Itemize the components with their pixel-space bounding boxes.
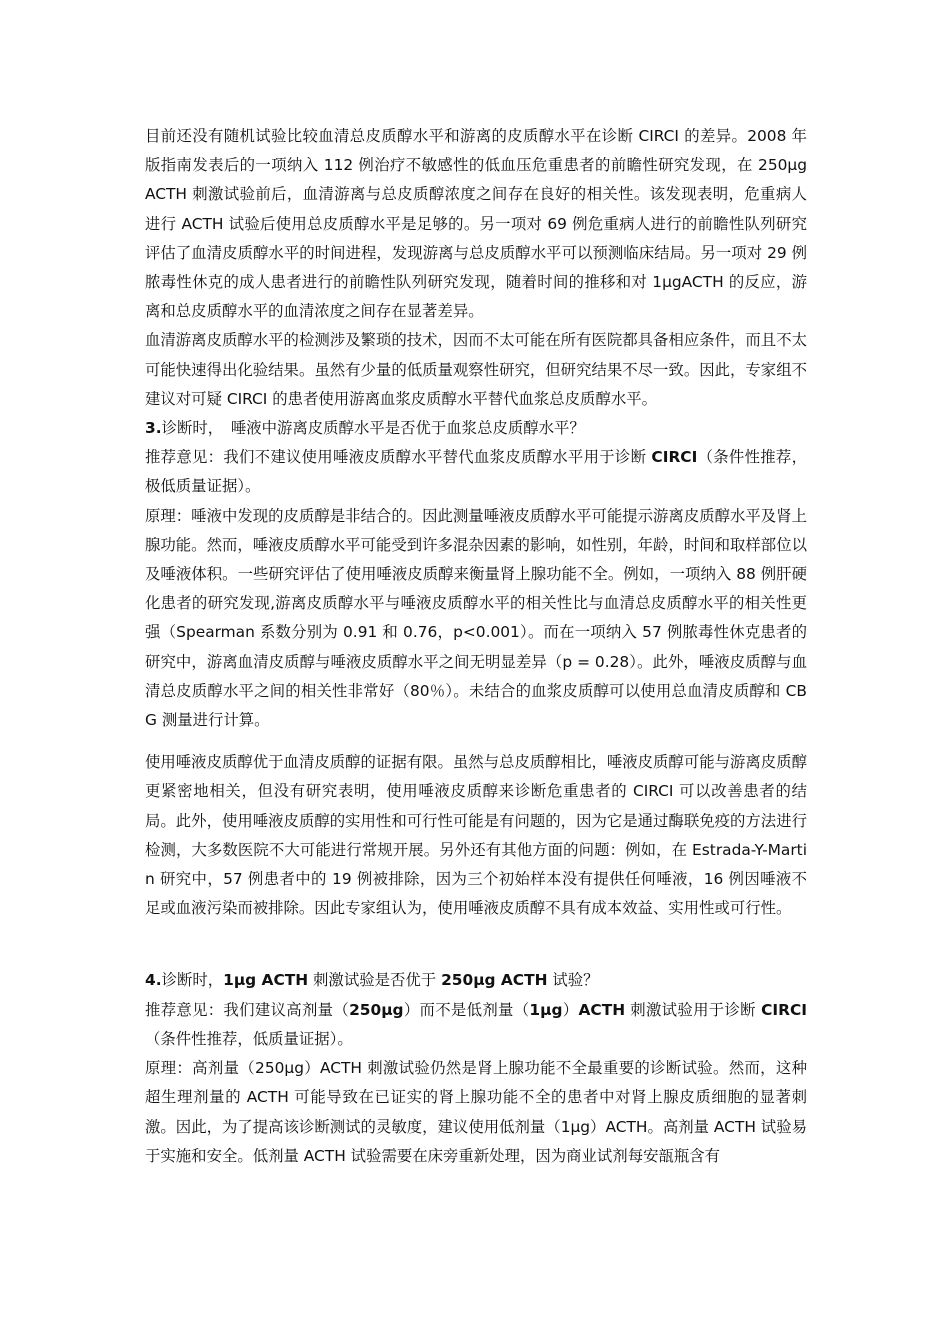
question-4-text: 刺激试验是否优于 — [308, 971, 442, 990]
question-4-high-dose: 250μg ACTH — [441, 971, 548, 990]
recommendation-4-text: ）而不是低剂量（ — [403, 1000, 530, 1019]
question-4-number: 4. — [145, 971, 162, 990]
question-4-text: 诊断时， — [161, 971, 224, 990]
question-3-heading — [145, 414, 807, 443]
recommendation-4-acth: ACTH — [578, 1000, 626, 1019]
spacer — [145, 735, 807, 748]
question-3-number: 3. — [145, 419, 162, 438]
recommendation-4-text: 刺激试验用于诊断 — [625, 1000, 762, 1019]
recommendation-4-text: 推荐意见：我们建议高剂量（ — [145, 1000, 350, 1019]
question-4-text: 试验？ — [547, 971, 599, 990]
recommendation-4-high-dose: 250μg — [349, 1000, 404, 1019]
recommendation-3-text: 推荐意见：我们不建议使用唾液皮质醇水平替代血浆皮质醇水平用于诊断 — [145, 448, 652, 467]
recommendation-4-circi: CIRCI — [761, 1000, 807, 1019]
question-4-heading — [145, 966, 807, 995]
question-4-low-dose: 1μg ACTH — [223, 971, 309, 990]
paragraph-free-cortisol-assay: 血清游离皮质醇水平的检测涉及繁琐的技术，因而不太可能在所有医院都具备相应条件，而且不太可能快速得出化验结果。虽然有少量的低质量观察性研究，但研究结果不尽一致。因此，专家组不建议对可疑 CIRCI 的患者使用游离血浆皮质醇水平替代血浆总皮质醇水平。 — [145, 331, 807, 408]
paragraph-rationale-4: 原理：高剂量（250μg）ACTH 刺激试验仍然是肾上腺功能不全最重要的诊断试验。然而，这种超生理剂量的 ACTH 可能导致在已证实的肾上腺功能不全的患者中对肾上腺皮质细胞的显著刺激。因此，为了提高该诊断测试的灵敏度，建议使用低剂量（1μg）ACTH。高剂量 ACTH 试验易于实施和安全。低剂量 ACTH 试验需要在床旁重新处理，因为商业试剂每安瓿瓶含有 — [145, 1059, 807, 1165]
question-3-text: 诊断时， 唾液中游离皮质醇水平是否优于血浆总皮质醇水平？ — [161, 419, 585, 438]
spacer — [145, 923, 807, 966]
recommendation-3-grade: （条件性推荐，极低质量证据）。 — [145, 448, 807, 496]
recommendation-4-text: ） — [562, 1000, 579, 1019]
recommendation-4-low-dose: 1μg — [529, 1000, 563, 1019]
recommendation-3-circi: CIRCI — [651, 448, 698, 467]
paragraph-saliva-evidence: 使用唾液皮质醇优于血清皮质醇的证据有限。虽然与总皮质醇相比，唾液皮质醇可能与游离皮质醇更紧密地相关，但没有研究表明，使用唾液皮质醇来诊断危重患者的 CIRCI 可以改善患者的结局。此外，使用唾液皮质醇的实用性和可行性可能是有问题的，因为它是通过酶联免疫的方法进行检测，大多数医院不大可能进行常规开展。另外还有其他方面的问题：例如，在 Estrada-Y-Martin 研究中，57 例患者中的 19 例被排除，因为三个初始样本没有提供任何唾液，16 例因唾液不足或血液污染而被排除。因此专家组认为，使用唾液皮质醇不具有成本效益、实用性或可行性。 — [145, 753, 807, 918]
recommendation-4 — [145, 996, 807, 1054]
recommendation-4-grade: （条件性推荐，低质量证据）。 — [145, 1029, 353, 1048]
document-page — [145, 122, 807, 1171]
recommendation-3 — [145, 443, 807, 501]
paragraph-rationale-3: 原理：唾液中发现的皮质醇是非结合的。因此测量唾液皮质醇水平可能提示游离皮质醇水平及肾上腺功能。然而，唾液皮质醇水平可能受到许多混杂因素的影响，如性别，年龄，时间和取样部位以及唾液体积。一些研究评估了使用唾液皮质醇来衡量肾上腺功能不全。例如，一项纳入 88 例肝硬化患者的研究发现,游离皮质醇水平与唾液皮质醇水平的相关性比与血清总皮质醇水平的相关性更强（Spearman 系数分别为 0.91 和 0.76，p<0.001）。而在一项纳入 57 例脓毒性休克患者的研究中，游离血清皮质醇与唾液皮质醇水平之间无明显差异（p = 0.28）。此外，唾液皮质醇与血清总皮质醇水平之间的相关性非常好（80％）。未结合的血浆皮质醇可以使用总血清皮质醇和 CBG 测量进行计算。 — [145, 506, 807, 730]
paragraph-free-vs-total-cortisol: 目前还没有随机试验比较血清总皮质醇水平和游离的皮质醇水平在诊断 CIRCI 的差异。2008 年版指南发表后的一项纳入 112 例治疗不敏感性的低血压危重患者的前瞻性研究发现，在 250μg ACTH 刺激试验前后，血清游离与总皮质醇浓度之间存在良好的相关性。该发现表明，危重病人进行 ACTH 试验后使用总皮质醇水平是足够的。另一项对 69 例危重病人进行的前瞻性队列研究评估了血清皮质醇水平的时间进程，发现游离与总皮质醇水平可以预测临床结局。另一项对 29 例脓毒性休克的成人患者进行的前瞻性队列研究发现，随着时间的推移和对 1μgACTH 的反应，游离和总皮质醇水平的血清浓度之间存在显著差异。 — [145, 127, 807, 321]
